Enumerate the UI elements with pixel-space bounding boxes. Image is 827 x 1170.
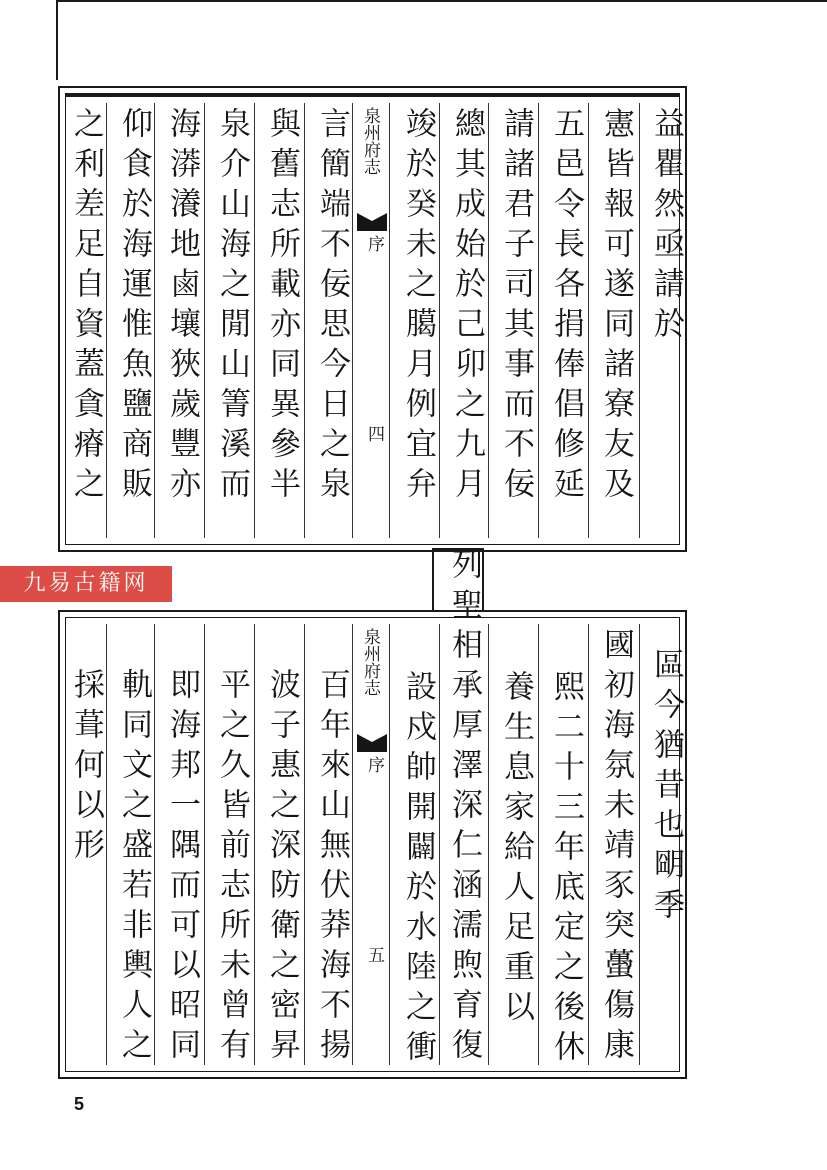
bottom-text-column-8: 波子惠之深防衛之密昇 [264, 668, 300, 1068]
bottom-text-column-12: 採葺何以形 [68, 668, 104, 868]
top-text-column-3: 五邑令長各捐俸倡修延 [548, 107, 584, 507]
bottom-center-margin [354, 624, 390, 1065]
fish-tail-mark-icon [357, 213, 387, 231]
top-center-margin [354, 103, 390, 538]
top-page-inner-frame [65, 93, 684, 545]
leaf-number: 四 [364, 425, 384, 442]
watermark-banner: 九易古籍网 [0, 566, 172, 602]
top-text-column-12: 之利差足自資蓋貪瘠之 [68, 107, 104, 507]
column-rule [488, 624, 489, 1065]
top-text-column-1: 益瞿然亟請於 [648, 107, 684, 347]
bottom-text-column-4: 養生息家給人足重以 [498, 670, 534, 1030]
top-text-column-11: 仰食於海運惟魚鹽商販 [116, 107, 152, 507]
bottom-text-column-3: 熙二十三年底定之後休 [548, 670, 584, 1070]
top-text-column-5: 總其成始於己卯之九月 [449, 107, 485, 507]
bottom-text-column-9: 平之久皆前志所未曾有 [214, 668, 250, 1068]
raised-honorific-column: 列聖相承厚澤深仁涵濡煦育復 [446, 548, 482, 1068]
section-label: 序 [364, 235, 384, 252]
top-page-frame [58, 86, 687, 552]
bottom-text-column-7: 百年來山無伏莽海不揚 [314, 668, 350, 1068]
fish-tail-mark-icon [357, 734, 387, 752]
leaf-number: 五 [364, 946, 384, 963]
top-text-column-9: 泉介山海之閒山箐溪而 [214, 107, 250, 507]
bottom-page-frame [58, 610, 687, 1079]
top-text-column-4: 請諸君子司其事而不佞 [498, 107, 534, 507]
book-title: 泉州府志 [360, 628, 380, 696]
page-left-rule [56, 0, 58, 80]
book-title: 泉州府志 [360, 107, 380, 175]
top-text-column-10: 海漭瀁地鹵壤狹歲豐亦 [164, 107, 200, 507]
top-text-column-7: 言簡端不佞思今日之泉 [314, 107, 350, 507]
bottom-text-column-1: 區今猶昔也朙季 [648, 648, 684, 928]
section-label: 序 [364, 756, 384, 773]
bottom-text-column-11: 軌同文之盛若非輿人之 [116, 668, 152, 1068]
top-text-column-2: 憲皆報可遂同諸寮友及 [598, 107, 634, 507]
bottom-text-column-6: 設戍帥開闢於水陸之衝 [400, 670, 436, 1070]
top-text-column-6: 竣於癸未之臈月例宜弁 [400, 107, 436, 507]
page-number: 5 [74, 1094, 85, 1114]
top-text-column-8: 與舊志所載亦同異參半 [264, 107, 300, 507]
page-top-rule [56, 0, 827, 2]
bottom-text-column-2: 國初海氛未靖豕突蠆傷康 [598, 628, 634, 1068]
bottom-text-column-10: 即海邦一隅而可以昭同 [164, 668, 200, 1068]
bottom-page-inner-frame [65, 617, 684, 1072]
